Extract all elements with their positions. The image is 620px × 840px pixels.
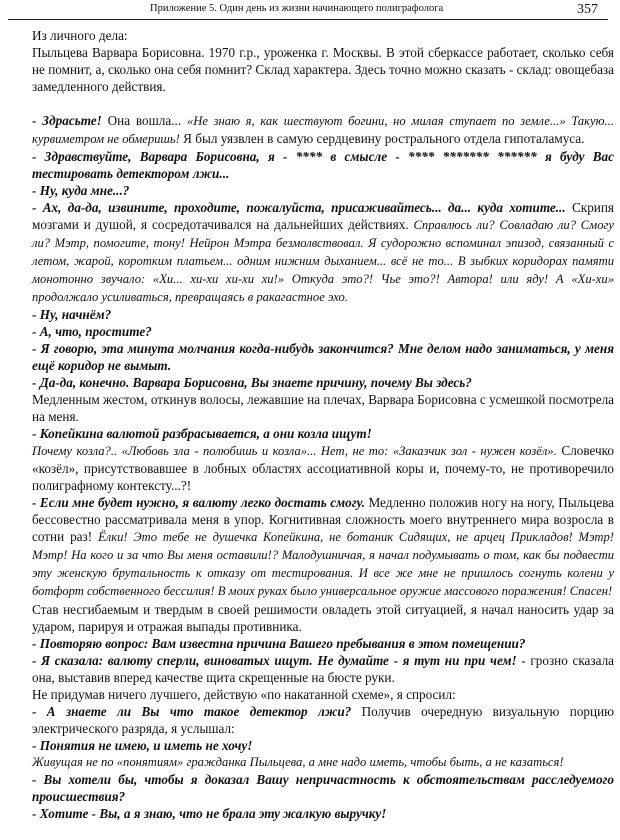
dialogue-line: - А знаете ли Вы что такое детектор лжи? [32,703,352,719]
paragraph-gap [32,95,614,112]
paragraph [32,442,614,494]
dialogue-line: - Здравствуйте, Варвара Борисовна, я - **** в смысле - **** ******* ****** я буду Вас тестировать детектором лжи... [32,149,614,182]
dialogue-line: - Здрасьте! [32,113,102,129]
dialogue-line: - Вы хотели бы, чтобы я доказал Вашу непричастность к обстоятельствам расследуемого происшествия? [32,771,614,804]
narration: Получив очередную визуальную порцию электрического разряда, я услышал: [32,703,614,736]
header-divider [8,19,608,20]
dialogue-line: - Я сказала: валюту сперли, виноватых ищут. Не думайте - я тут ни при чем! [32,652,517,668]
narration: Словечко «козёл», присутствовавшее в лобных областях ассоциативной коры и, почему-то, не противоречило полиграфному контексту...?! [32,443,615,494]
dialogue-line: - Ну, куда мне...? [32,183,130,199]
page-number: 357 [577,2,598,17]
dialogue-line: - Да-да, конечно. Варвара Борисовна, Вы знаете причину, почему Вы здесь? [32,375,472,391]
dialogue-line: - Хотите - Вы, а я знаю, что не брала эту жалкую выручку! [32,805,387,821]
dialogue-line: - Повторяю вопрос: Вам известна причина Вашего пребывания в этом помещении? [32,635,526,651]
inner-thought: Живущая не по «понятиям» гражданка Пыльцева, а мне надо иметь, чтобы быть, а не казаться! [32,754,564,769]
dialogue-line: - Ах, да-да, извините, проходите, пожалуйста, присаживайтесь... да... куда хотите... [32,200,566,216]
dialogue-line: - Ну, начнём? [32,307,112,323]
dialogue-line: - Копейкина валютой разбрасывается, а они козла ищут! [32,426,372,442]
paragraph [32,703,614,737]
narration: Я был уязвлен в самую сердцевину рострального отдела гипоталамуса. [179,131,585,147]
paragraph [32,652,614,686]
narration: Она вошла... [101,113,187,129]
narration: Скрипя мозгами и душой, я сосредотачивался на дальнейших действиях. [32,200,614,233]
paragraph [32,494,614,600]
inner-thought: «Не знаю я, как шествуют богини, но милая ступает по земле...» Такую... курвиметром не обмеришь! [32,114,614,147]
narration: Медленно положив ногу на ногу, Пыльцева бессовестно рассматривала меня в упор. Когнитивная сложность моего внутреннего мира возросла в сотни раз! [32,495,615,545]
inner-thought: Почему козла?.. «Любовь зла - полюбишь и козла»... Нет, не то: «Заказчик зол - нужен козёл». [32,444,557,459]
inner-thought: Ёлки! Это тебе не душечка Копейкина, не ботаник Сидящих, не арцец Прикладов! Мэтр! Мэтр! На кого и за что Вы меня оставили!? Малодушничая, я начал подумывать о том, как бы подвести эту женскую брутальность к отказу от тестирования. И все же мне не пришлось согнуть колени у ботфорт собственного бессилия! В моих руках было универсальное оружие массового поражения! Спасен! [32,530,614,599]
paragraph: Из личного дела: [32,28,128,43]
narration: - грозно сказала она, выставив вперед качестве щита скрещенные на бюсте руки. [32,652,615,685]
paragraph [32,199,614,306]
running-header [0,0,620,22]
header-title: Приложение 5. Один день из жизни начинающего полиграфолога [150,3,444,14]
page-body [32,27,614,822]
paragraph: Не придумав ничего лучшего, действую «по накатанной схеме», я спросил: [32,686,456,702]
dialogue-line: - А, что, простите? [32,324,152,340]
dialogue-line: - Я говорю, эта минута молчания когда-нибудь закончится? Мне делом надо заниматься, у меня ещё коридор не вымыт. [32,341,614,374]
dialogue-line: - Если мне будет нужно, я валюту легко достать смогу. [32,495,365,511]
paragraph [32,112,614,148]
paragraph: Пыльцева Варвара Борисовна. 1970 г.р., уроженка г. Москвы. В этой сберкассе работает, сколько себя не помнит, а, сколько она себя помнит? Склад характера. Здесь точно можно сказать - склад: овощебаза замедленного действия. [32,45,614,95]
inner-thought: Справлюсь ли? Совладаю ли? Смогу ли? Мэтр, помогите, тону! Нейрон Мэтра безмолвствовал. Я судорожно вспоминал эпизод, связанный с летом, жарой, коротким платьем... одним нижним дыханием... всё не то... В зыбких коридорах памяти монотонно звучало: «Хи... хи-хи хи-хи хи!» Откуда это?! Чье это?! Автора! или яду! А «Хи-хи» продолжало усиливаться, превращаясь в ракагастное эхо. [32,218,614,305]
paragraph: Став несгибаемым и твердым в своей решимости овладеть этой ситуацией, я начал наносить удар за ударом, парируя и отражая выпады противника. [32,601,614,634]
dialogue-line: - Понятия не имею, и иметь не хочу! [32,737,253,753]
paragraph: Медленным жестом, откинув волосы, лежавшие на плечах, Варвара Борисовна с усмешкой посмотрела на меня. [32,392,614,425]
